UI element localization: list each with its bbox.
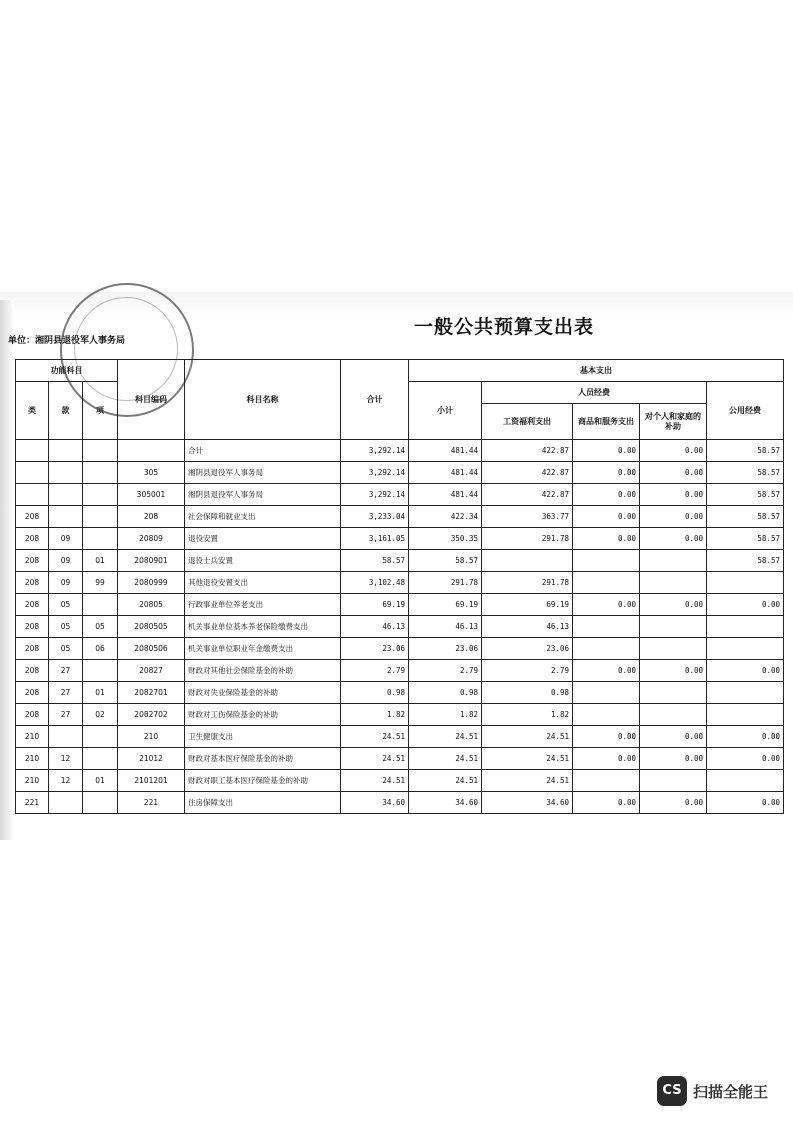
cell-lei: 208 — [16, 506, 49, 528]
header-subtotal: 小计 — [409, 382, 482, 440]
cell-public: 58.57 — [707, 550, 784, 572]
cell-goods: 0.00 — [573, 660, 640, 682]
cell-code: 2082701 — [118, 682, 185, 704]
table-row — [16, 638, 784, 660]
table-row — [16, 440, 784, 462]
cell-xiang: 01 — [83, 682, 118, 704]
header-xiang: 项 — [83, 382, 118, 440]
cell-goods: 0.00 — [573, 506, 640, 528]
table-row — [16, 462, 784, 484]
cell-salary: 363.77 — [482, 506, 573, 528]
cell-kuan: 12 — [49, 748, 83, 770]
cell-name: 退役安置 — [185, 528, 341, 550]
cell-lei: 210 — [16, 748, 49, 770]
cell-kuan: 09 — [49, 550, 83, 572]
cell-code: 2082702 — [118, 704, 185, 726]
cell-public: 58.57 — [707, 440, 784, 462]
cell-goods — [573, 616, 640, 638]
cell-xiang — [83, 748, 118, 770]
cell-goods: 0.00 — [573, 484, 640, 506]
cell-name: 财政对职工基本医疗保险基金的补助 — [185, 770, 341, 792]
cell-total: 3,292.14 — [341, 440, 409, 462]
cell-subtotal: 2.79 — [409, 660, 482, 682]
cell-subtotal: 24.51 — [409, 726, 482, 748]
cell-name: 社会保障和就业支出 — [185, 506, 341, 528]
cell-salary: 291.78 — [482, 528, 573, 550]
cell-subtotal: 46.13 — [409, 616, 482, 638]
cell-public: 58.57 — [707, 484, 784, 506]
cell-kuan — [49, 462, 83, 484]
scan-shadow — [0, 300, 14, 840]
header-subject-code: 科目编码 — [118, 360, 185, 440]
cell-family — [640, 682, 707, 704]
cell-xiang: 05 — [83, 616, 118, 638]
cell-xiang: 01 — [83, 770, 118, 792]
cell-family — [640, 550, 707, 572]
cell-family: 0.00 — [640, 506, 707, 528]
cell-lei: 208 — [16, 528, 49, 550]
cell-salary: 46.13 — [482, 616, 573, 638]
cell-total: 3,161.05 — [341, 528, 409, 550]
cell-name: 机关事业单位基本养老保险缴费支出 — [185, 616, 341, 638]
cell-kuan — [49, 440, 83, 462]
cell-subtotal: 69.19 — [409, 594, 482, 616]
cell-code: 20827 — [118, 660, 185, 682]
cell-total: 1.82 — [341, 704, 409, 726]
cell-goods — [573, 550, 640, 572]
cell-public: 0.00 — [707, 594, 784, 616]
cell-family — [640, 704, 707, 726]
cell-lei: 208 — [16, 550, 49, 572]
cell-salary: 24.51 — [482, 770, 573, 792]
cell-code: 208 — [118, 506, 185, 528]
cell-name: 卫生健康支出 — [185, 726, 341, 748]
cell-salary — [482, 550, 573, 572]
cell-kuan — [49, 506, 83, 528]
cell-kuan — [49, 792, 83, 814]
cell-subtotal: 58.57 — [409, 550, 482, 572]
table-body — [16, 440, 784, 814]
cell-public — [707, 616, 784, 638]
cell-subtotal: 481.44 — [409, 440, 482, 462]
cell-name: 其他退役安置支出 — [185, 572, 341, 594]
cell-family: 0.00 — [640, 660, 707, 682]
table-row — [16, 528, 784, 550]
cell-subtotal: 34.60 — [409, 792, 482, 814]
cell-salary: 291.78 — [482, 572, 573, 594]
cell-total: 24.51 — [341, 726, 409, 748]
cell-goods: 0.00 — [573, 748, 640, 770]
cell-subtotal: 23.06 — [409, 638, 482, 660]
cell-code: 21012 — [118, 748, 185, 770]
cell-name: 合计 — [185, 440, 341, 462]
cell-goods — [573, 704, 640, 726]
table-row — [16, 550, 784, 572]
cell-goods: 0.00 — [573, 726, 640, 748]
cell-salary: 1.82 — [482, 704, 573, 726]
cell-code: 2080999 — [118, 572, 185, 594]
cell-subtotal: 24.51 — [409, 770, 482, 792]
cell-kuan: 27 — [49, 682, 83, 704]
cell-public — [707, 682, 784, 704]
cell-goods: 0.00 — [573, 594, 640, 616]
cell-family — [640, 638, 707, 660]
table-row — [16, 704, 784, 726]
cell-name: 住房保障支出 — [185, 792, 341, 814]
cell-total: 24.51 — [341, 770, 409, 792]
cell-name: 湘阴县退役军人事务局 — [185, 462, 341, 484]
cell-code: 305001 — [118, 484, 185, 506]
header-func-subject: 功能科目 — [16, 360, 118, 382]
cell-code: 20805 — [118, 594, 185, 616]
cell-xiang — [83, 594, 118, 616]
cell-total: 2.79 — [341, 660, 409, 682]
cell-total: 58.57 — [341, 550, 409, 572]
cell-name: 湘阴县退役军人事务局 — [185, 484, 341, 506]
cell-goods: 0.00 — [573, 440, 640, 462]
cell-code: 305 — [118, 462, 185, 484]
scanner-watermark-text: 扫描全能王 — [693, 1083, 769, 1101]
cell-name: 机关事业单位职业年金缴费支出 — [185, 638, 341, 660]
cell-name: 财政对其他社会保险基金的补助 — [185, 660, 341, 682]
cell-total: 23.06 — [341, 638, 409, 660]
cell-total: 46.13 — [341, 616, 409, 638]
cell-kuan — [49, 484, 83, 506]
cell-subtotal: 24.51 — [409, 748, 482, 770]
cell-family: 0.00 — [640, 748, 707, 770]
cell-salary: 0.98 — [482, 682, 573, 704]
cell-xiang — [83, 726, 118, 748]
cell-xiang — [83, 506, 118, 528]
cell-xiang — [83, 528, 118, 550]
cell-xiang — [83, 792, 118, 814]
table-header — [16, 360, 784, 440]
cell-salary: 23.06 — [482, 638, 573, 660]
cell-subtotal: 291.78 — [409, 572, 482, 594]
unit-name: 湘阴县退役军人事务局 — [35, 336, 126, 346]
header-total: 合计 — [341, 360, 409, 440]
cell-goods: 0.00 — [573, 792, 640, 814]
cell-kuan: 27 — [49, 660, 83, 682]
cell-code: 2080505 — [118, 616, 185, 638]
cell-public: 58.57 — [707, 506, 784, 528]
cell-family: 0.00 — [640, 440, 707, 462]
cell-xiang: 02 — [83, 704, 118, 726]
unit-label: 单位： — [8, 336, 36, 346]
cell-public: 0.00 — [707, 792, 784, 814]
cell-family — [640, 572, 707, 594]
cell-lei: 221 — [16, 792, 49, 814]
cell-name: 财政对基本医疗保险基金的补助 — [185, 748, 341, 770]
header-basic-expenditure: 基本支出 — [409, 360, 784, 382]
cell-xiang: 01 — [83, 550, 118, 572]
cell-public: 58.57 — [707, 528, 784, 550]
cell-lei — [16, 484, 49, 506]
cell-public — [707, 638, 784, 660]
cell-family: 0.00 — [640, 462, 707, 484]
cell-family — [640, 770, 707, 792]
cell-total: 0.98 — [341, 682, 409, 704]
cell-kuan: 27 — [49, 704, 83, 726]
table-row — [16, 726, 784, 748]
table-row — [16, 748, 784, 770]
cell-name: 财政对失业保险基金的补助 — [185, 682, 341, 704]
cell-subtotal: 350.35 — [409, 528, 482, 550]
cell-family: 0.00 — [640, 528, 707, 550]
cell-name: 财政对工伤保险基金的补助 — [185, 704, 341, 726]
cell-family: 0.00 — [640, 726, 707, 748]
cell-code: 2080506 — [118, 638, 185, 660]
cell-family: 0.00 — [640, 792, 707, 814]
cell-kuan: 05 — [49, 616, 83, 638]
cell-public — [707, 704, 784, 726]
cell-goods — [573, 572, 640, 594]
cell-xiang — [83, 484, 118, 506]
cell-goods: 0.00 — [573, 462, 640, 484]
table-row — [16, 594, 784, 616]
cell-name: 退役士兵安置 — [185, 550, 341, 572]
cell-public — [707, 572, 784, 594]
cell-lei: 208 — [16, 638, 49, 660]
table-row — [16, 770, 784, 792]
cell-goods: 0.00 — [573, 528, 640, 550]
header-lei: 类 — [16, 382, 49, 440]
cell-salary: 24.51 — [482, 748, 573, 770]
cell-public: 0.00 — [707, 726, 784, 748]
cell-family — [640, 616, 707, 638]
cell-total: 3,233.04 — [341, 506, 409, 528]
table-row — [16, 682, 784, 704]
cell-total: 69.19 — [341, 594, 409, 616]
cell-lei: 210 — [16, 770, 49, 792]
cell-lei: 208 — [16, 572, 49, 594]
cell-subtotal: 0.98 — [409, 682, 482, 704]
cell-code: 2080901 — [118, 550, 185, 572]
cell-lei: 208 — [16, 682, 49, 704]
cell-kuan — [49, 726, 83, 748]
cell-subtotal: 481.44 — [409, 484, 482, 506]
cell-xiang — [83, 462, 118, 484]
cell-lei: 208 — [16, 616, 49, 638]
cell-code: 2101201 — [118, 770, 185, 792]
cell-subtotal: 481.44 — [409, 462, 482, 484]
cell-kuan: 12 — [49, 770, 83, 792]
table-row — [16, 660, 784, 682]
cell-lei: 208 — [16, 594, 49, 616]
cell-public — [707, 770, 784, 792]
cell-code — [118, 440, 185, 462]
cell-lei: 208 — [16, 704, 49, 726]
cell-public: 58.57 — [707, 462, 784, 484]
cell-family: 0.00 — [640, 484, 707, 506]
cell-kuan: 09 — [49, 572, 83, 594]
cell-salary: 2.79 — [482, 660, 573, 682]
cell-xiang: 06 — [83, 638, 118, 660]
cell-total: 24.51 — [341, 748, 409, 770]
cell-kuan: 05 — [49, 594, 83, 616]
cell-kuan: 05 — [49, 638, 83, 660]
header-individual-family: 对个人和家庭的补助 — [640, 404, 707, 440]
cell-salary: 24.51 — [482, 726, 573, 748]
cell-family: 0.00 — [640, 594, 707, 616]
cell-salary: 422.87 — [482, 484, 573, 506]
cell-public: 0.00 — [707, 748, 784, 770]
table-row — [16, 616, 784, 638]
cell-lei: 210 — [16, 726, 49, 748]
cell-code: 20809 — [118, 528, 185, 550]
cell-lei — [16, 462, 49, 484]
header-personnel: 人员经费 — [482, 382, 707, 404]
header-salary-welfare: 工资福利支出 — [482, 404, 573, 440]
header-subject-name: 科目名称 — [185, 360, 341, 440]
cell-public: 0.00 — [707, 660, 784, 682]
cell-lei — [16, 440, 49, 462]
budget-table — [15, 359, 784, 814]
cell-salary: 422.87 — [482, 440, 573, 462]
cell-subtotal: 422.34 — [409, 506, 482, 528]
cell-code: 210 — [118, 726, 185, 748]
cell-lei: 208 — [16, 660, 49, 682]
table-row — [16, 484, 784, 506]
table-row — [16, 792, 784, 814]
cell-goods — [573, 770, 640, 792]
cell-total: 3,292.14 — [341, 462, 409, 484]
cell-total: 3,102.48 — [341, 572, 409, 594]
cell-xiang — [83, 660, 118, 682]
cell-xiang: 99 — [83, 572, 118, 594]
table-row — [16, 506, 784, 528]
cell-code: 221 — [118, 792, 185, 814]
header-kuan: 款 — [49, 382, 83, 440]
cell-goods — [573, 638, 640, 660]
cell-kuan: 09 — [49, 528, 83, 550]
cell-subtotal: 1.82 — [409, 704, 482, 726]
cell-name: 行政事业单位养老支出 — [185, 594, 341, 616]
page-title: 一般公共预算支出表 — [414, 316, 595, 338]
unit-line — [8, 333, 125, 346]
camscanner-logo-icon: CS — [657, 1076, 687, 1106]
table-row — [16, 572, 784, 594]
cell-total: 34.60 — [341, 792, 409, 814]
header-public-expense: 公用经费 — [707, 382, 784, 440]
cell-salary: 69.19 — [482, 594, 573, 616]
header-goods-services: 商品和服务支出 — [573, 404, 640, 440]
cell-salary: 422.87 — [482, 462, 573, 484]
scanner-watermark — [657, 1076, 787, 1110]
cell-salary: 34.60 — [482, 792, 573, 814]
cell-xiang — [83, 440, 118, 462]
cell-total: 3,292.14 — [341, 484, 409, 506]
cell-goods — [573, 682, 640, 704]
